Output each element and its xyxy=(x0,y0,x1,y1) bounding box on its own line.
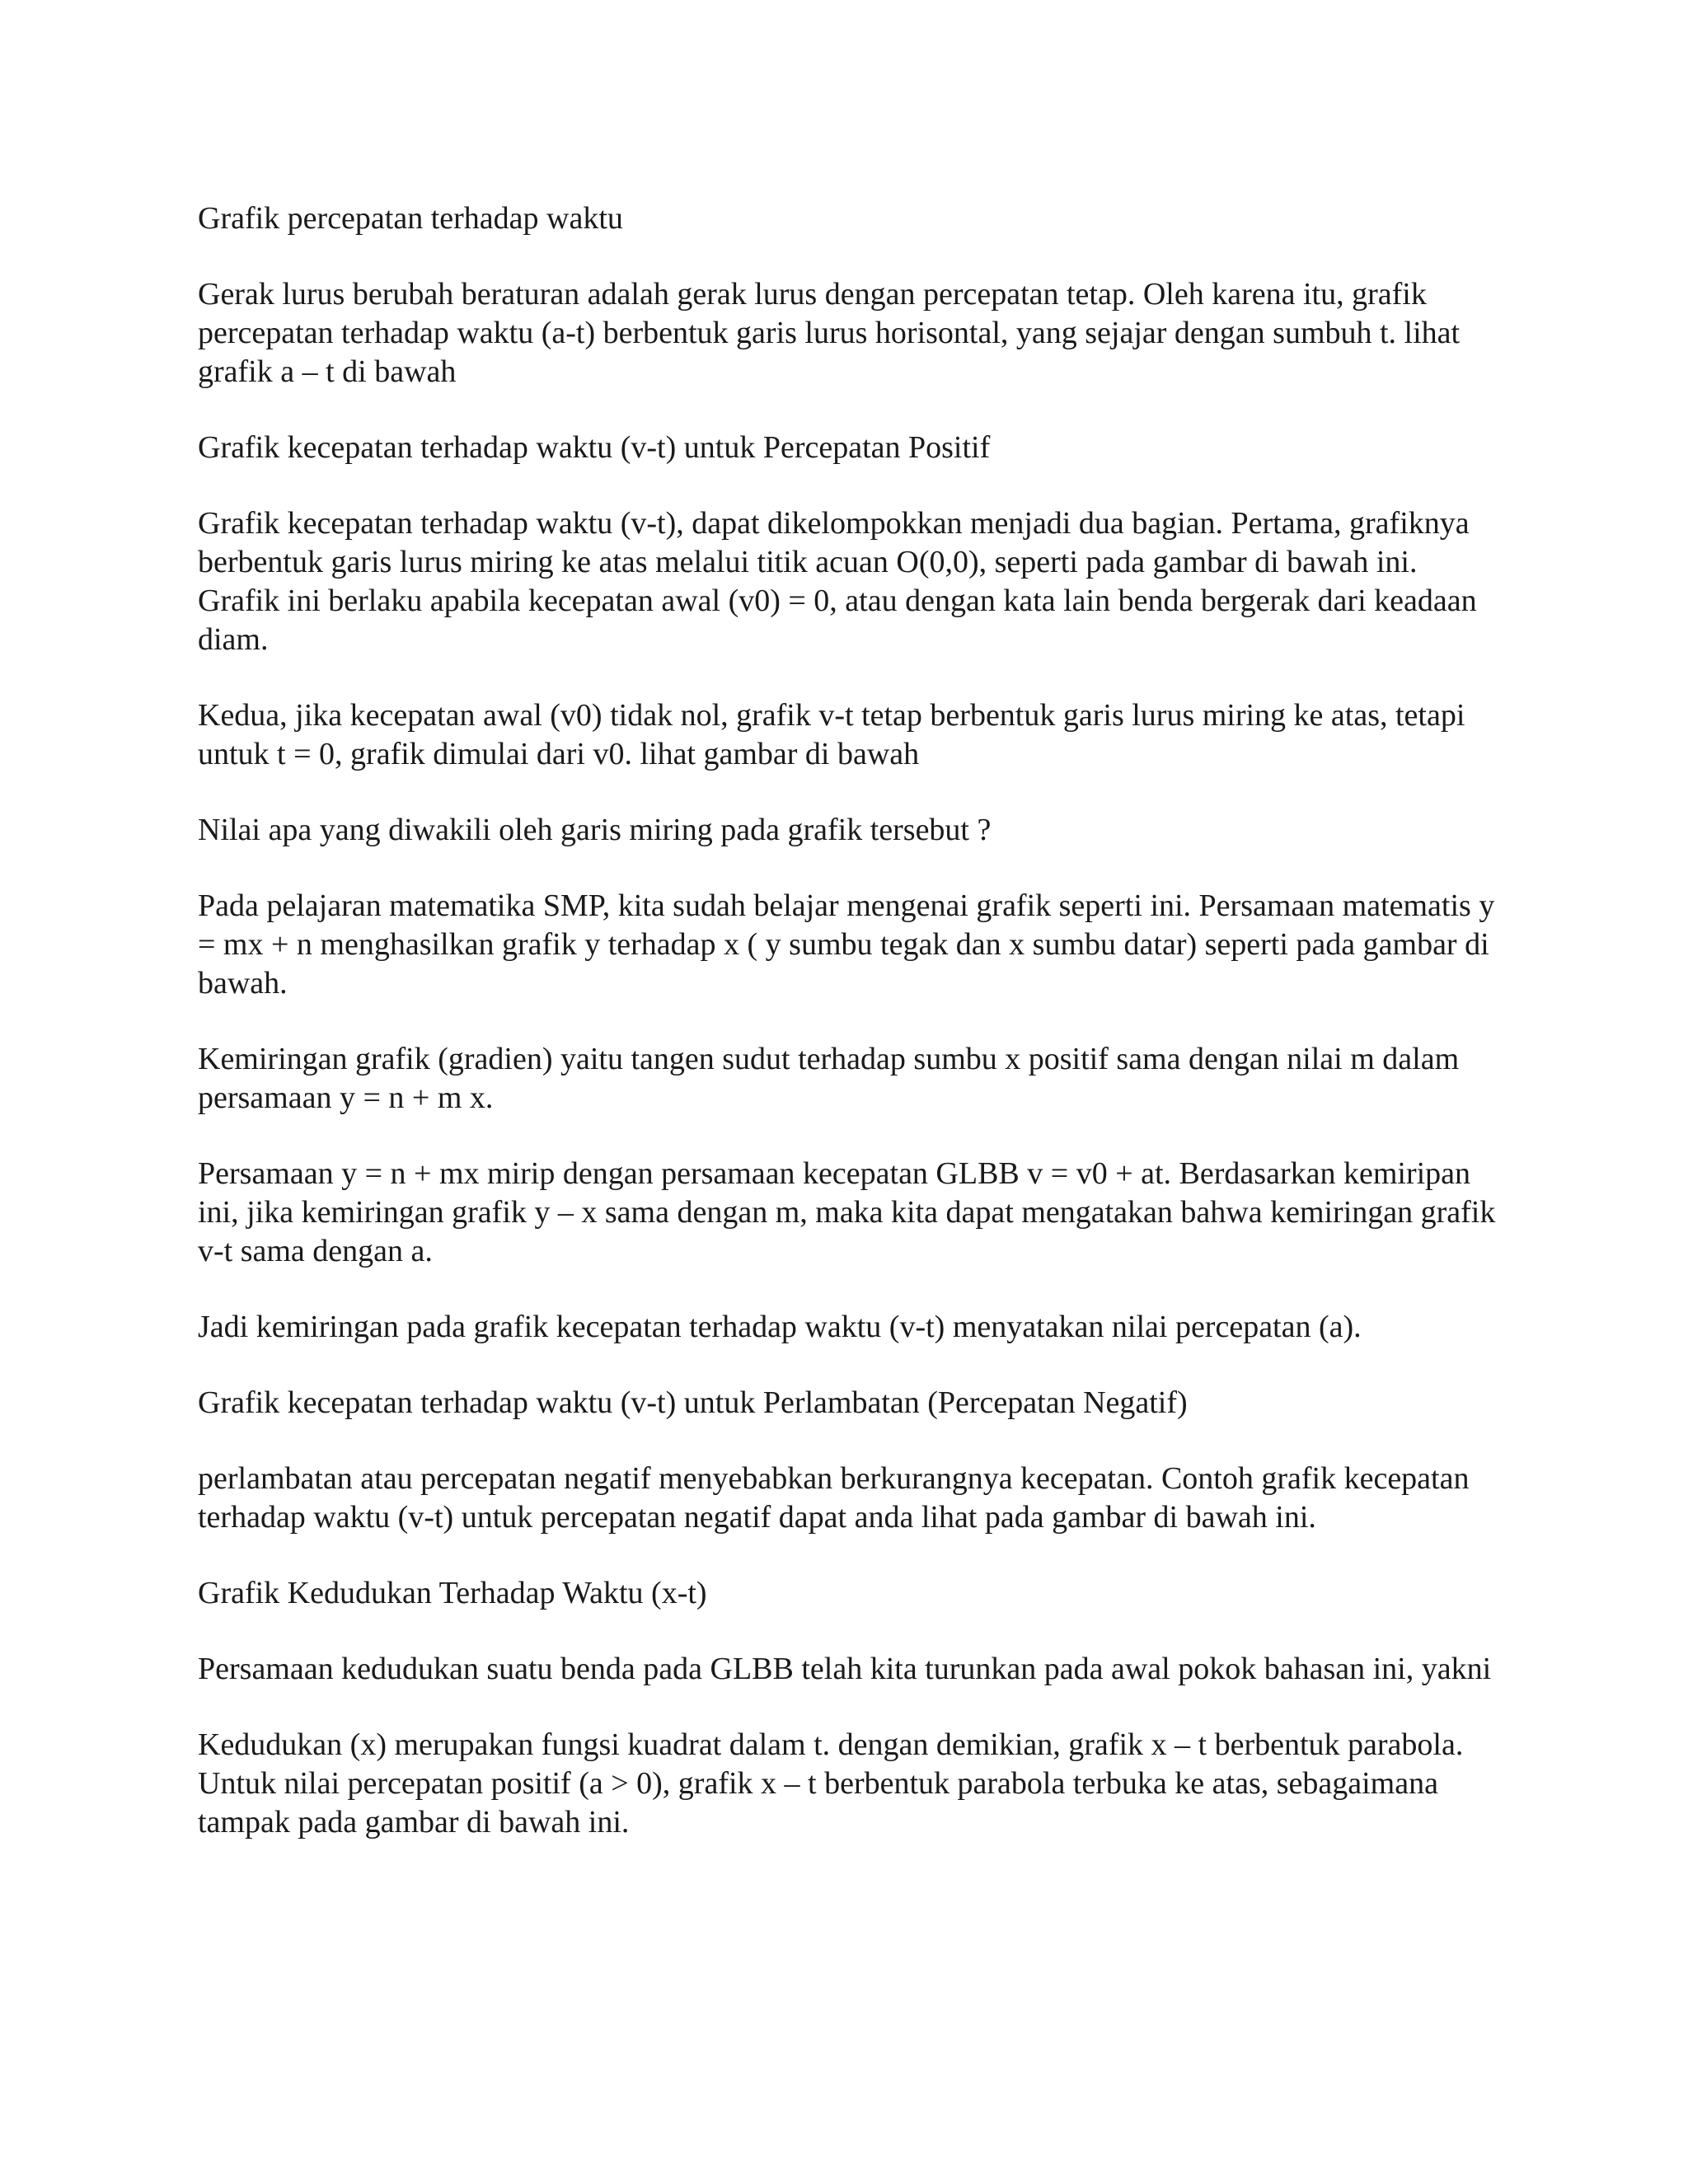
paragraph-glbb-definition: Gerak lurus berubah beraturan adalah gerak lurus dengan percepatan tetap. Oleh karena itu, grafik percepatan terhadap waktu (a-t) berbentuk garis lurus horisontal, yang sejajar dengan sumbuh t. lihat grafik a – t di bawah xyxy=(198,277,1461,389)
paragraph-negative-acceleration: perlambatan atau percepatan negatif menyebabkan berkurangnya kecepatan. Contoh grafik kecepatan terhadap waktu (v-t) untuk percepatan negatif dapat anda lihat pada gambar di bawah ini. xyxy=(198,1461,1470,1535)
paragraph-smp-math: Pada pelajaran matematika SMP, kita sudah belajar mengenai grafik seperti ini. Persamaan matematis y = mx + n menghasilkan grafik y terhadap x ( y sumbu tegak dan x sumbu datar) seperti pada gambar di bawah. xyxy=(198,888,1495,1001)
paragraph-conclusion-slope: Jadi kemiringan pada grafik kecepatan terhadap waktu (v-t) menyatakan nilai percepatan (a). xyxy=(198,1310,1362,1344)
document-body xyxy=(198,199,1500,1879)
heading-grafik-perlambatan: Grafik kecepatan terhadap waktu (v-t) untuk Perlambatan (Percepatan Negatif) xyxy=(198,1385,1188,1420)
heading-grafik-kecepatan-positif: Grafik kecepatan terhadap waktu (v-t) untuk Percepatan Positif xyxy=(198,430,991,465)
paragraph-vt-first-case: Grafik kecepatan terhadap waktu (v-t), dapat dikelompokkan menjadi dua bagian. Pertama, grafiknya berbentuk garis lurus miring ke atas melalui titik acuan O(0,0), seperti pada gambar di bawah ini. Grafik ini berlaku apabila kecepatan awal (v0) = 0, atau dengan kata lain benda bergerak dari keadaan diam. xyxy=(198,506,1477,657)
heading-grafik-kedudukan: Grafik Kedudukan Terhadap Waktu (x-t) xyxy=(198,1576,707,1610)
paragraph-vt-second-case: Kedua, jika kecepatan awal (v0) tidak nol, grafik v-t tetap berbentuk garis lurus miring ke atas, tetapi untuk t = 0, grafik dimulai dari v0. lihat gambar di bawah xyxy=(198,698,1465,771)
paragraph-gradient: Kemiringan grafik (gradien) yaitu tangen sudut terhadap sumbu x positif sama dengan nilai m dalam persamaan y = n + m x. xyxy=(198,1042,1460,1115)
paragraph-similarity: Persamaan y = n + mx mirip dengan persamaan kecepatan GLBB v = v0 + at. Berdasarkan kemiripan ini, jika kemiringan grafik y – x sama dengan m, maka kita dapat mengatakan bahwa kemiringan grafik v-t sama dengan a. xyxy=(198,1156,1496,1268)
paragraph-position-equation: Persamaan kedudukan suatu benda pada GLBB telah kita turunkan pada awal pokok bahasan ini, yakni xyxy=(198,1652,1492,1686)
paragraph-question-slope: Nilai apa yang diwakili oleh garis miring pada grafik tersebut ? xyxy=(198,813,992,847)
heading-grafik-percepatan: Grafik percepatan terhadap waktu xyxy=(198,201,623,236)
paragraph-parabola: Kedudukan (x) merupakan fungsi kuadrat dalam t. dengan demikian, grafik x – t berbentuk parabola. Untuk nilai percepatan positif (a > 0), grafik x – t berbentuk parabola terbuka ke atas, sebagaimana tampak pada gambar di bawah ini. xyxy=(198,1727,1464,1840)
